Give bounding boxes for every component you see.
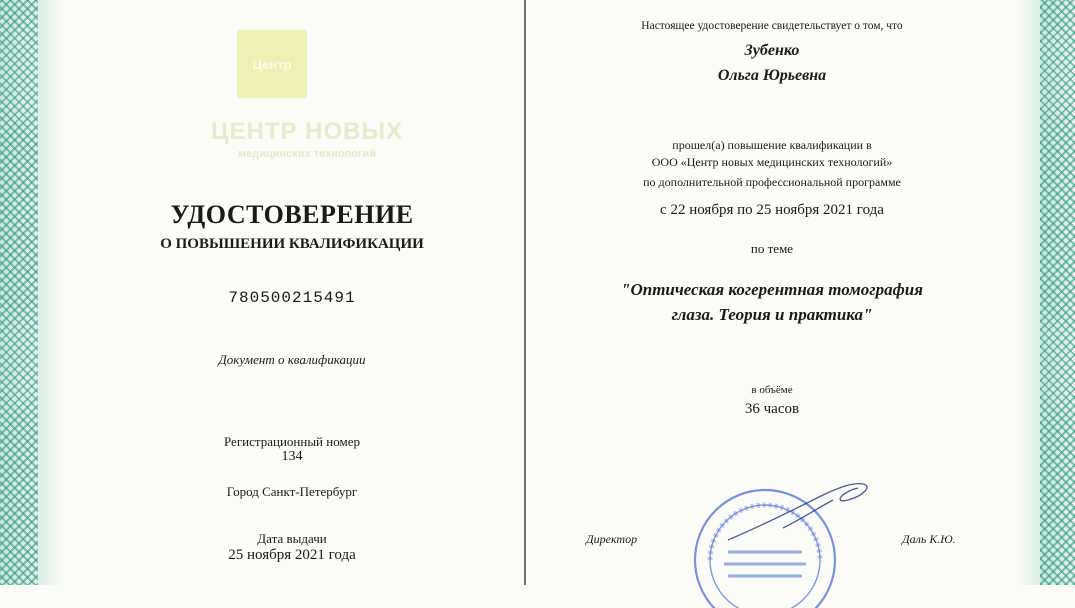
director-signature-icon xyxy=(723,470,883,550)
director-label: Директор xyxy=(586,532,638,546)
issue-date: 25 ноября 2021 года xyxy=(228,547,356,563)
organization-name: ООО «Центр новых медицинских технологий» xyxy=(651,155,893,169)
theme-label: по теме xyxy=(750,241,794,256)
right-border-fade xyxy=(1016,0,1040,585)
registration-label: Регистрационный номер xyxy=(224,434,360,449)
training-dates: с 22 ноября по 25 ноября 2021 года xyxy=(660,202,884,218)
center-fold-line xyxy=(524,0,526,585)
left-page xyxy=(62,0,522,585)
recipient-surname: Зубенко xyxy=(744,42,800,59)
logo-square-text: Центр xyxy=(252,56,292,72)
city: Город Санкт-Петербург xyxy=(226,484,358,499)
volume-value: 36 часов xyxy=(744,401,800,417)
intro-text: Настоящее удостоверение свидетельствует о том, что xyxy=(641,20,903,32)
certificate-title: УДОСТОВЕРЕНИЕ xyxy=(170,200,414,229)
course-title-line-1: "Оптическая когерентная томография xyxy=(621,280,923,299)
right-page xyxy=(528,0,1016,585)
recipient-given-names: Ольга Юрьевна xyxy=(717,67,827,84)
left-ornamental-border xyxy=(0,0,38,585)
logo-sub-text: медицинских технологий xyxy=(238,148,376,160)
certificate-number: 780500215491 xyxy=(228,289,356,307)
certificate-subtitle: О ПОВЫШЕНИИ КВАЛИФИКАЦИИ xyxy=(160,236,424,252)
volume-label: в объёме xyxy=(751,384,793,396)
registration-number: 134 xyxy=(281,449,303,464)
document-type: Документ о квалификации xyxy=(218,352,366,367)
right-ornamental-border xyxy=(1040,0,1075,585)
logo-main-text: ЦЕНТР НОВЫХ xyxy=(210,118,404,145)
course-title-line-2: глаза. Теория и практика" xyxy=(671,305,873,324)
logo-square xyxy=(237,30,307,98)
completion-text: прошел(а) повышение квалификации в xyxy=(672,138,872,152)
director-name: Даль К.Ю. xyxy=(902,532,956,546)
program-text: по дополнительной профессиональной программе xyxy=(643,175,901,189)
issue-date-label: Дата выдачи xyxy=(257,531,327,546)
left-border-fade xyxy=(38,0,62,585)
